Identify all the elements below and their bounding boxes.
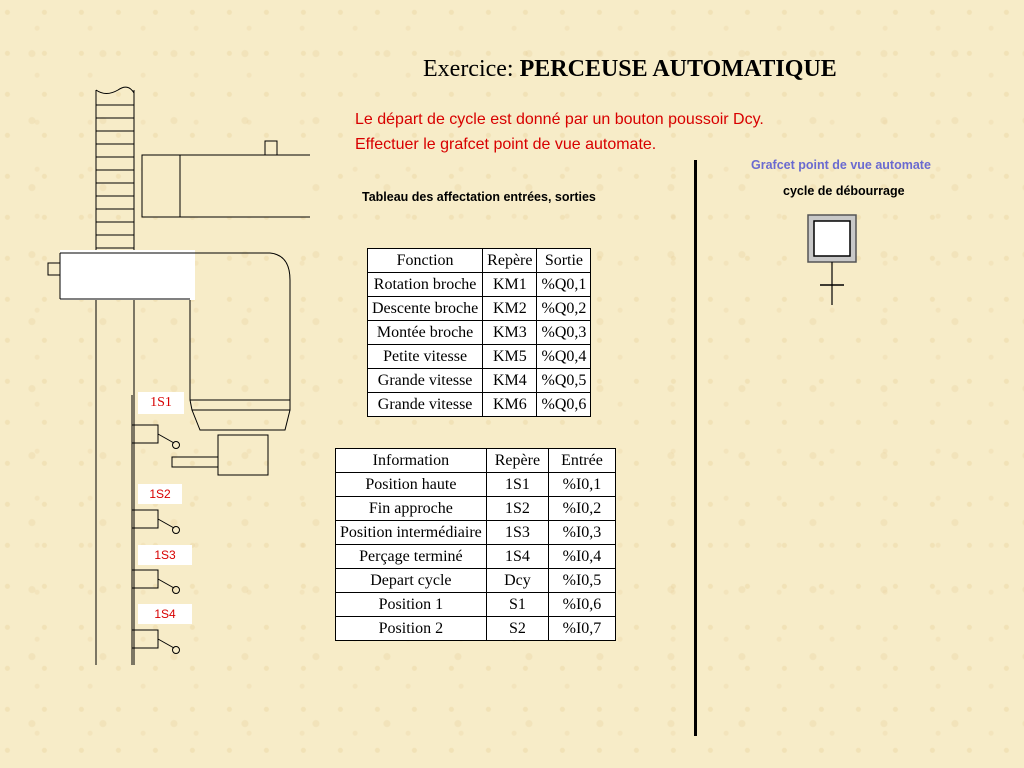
outputs-table <box>367 248 591 417</box>
table-row: Position haute 1S1 %I0,1 <box>336 473 616 497</box>
vertical-separator <box>694 160 697 736</box>
table-row: Grande vitesse KM4 %Q0,5 <box>368 369 591 393</box>
column-top <box>96 87 134 655</box>
header-repere: Repère <box>486 449 548 473</box>
table-row: Fin approche 1S2 %I0,2 <box>336 497 616 521</box>
inputs-table <box>335 448 616 641</box>
sensor-label-1s1: 1S1 <box>138 392 184 414</box>
head-block <box>60 250 195 300</box>
motor-terminal <box>265 141 277 155</box>
sensor-label-1s3: 1S3 <box>138 545 192 565</box>
table-header-row <box>368 249 591 273</box>
table-row: Depart cycle Dcy %I0,5 <box>336 569 616 593</box>
sensor-switch-1s3 <box>132 570 180 594</box>
table-row: Montée broche KM3 %Q0,3 <box>368 321 591 345</box>
title-main: PERCEUSE AUTOMATIQUE <box>519 56 837 82</box>
header-fonction: Fonction <box>368 249 483 273</box>
table-row: Position 2 S2 %I0,7 <box>336 617 616 641</box>
table-row: Rotation broche KM1 %Q0,1 <box>368 273 591 297</box>
sensor-label-1s2: 1S2 <box>138 484 182 504</box>
sensor-cam <box>172 457 218 467</box>
grafcet-title: Grafcet point de vue automate <box>751 158 931 172</box>
table-header-row <box>336 449 616 473</box>
table-row: Descente broche KM2 %Q0,2 <box>368 297 591 321</box>
rack-teeth <box>96 105 134 248</box>
table-row: Perçage terminé 1S4 %I0,4 <box>336 545 616 569</box>
title-prefix: Exercice: <box>423 56 514 82</box>
sensor-switch-1s2 <box>132 510 180 534</box>
page-title <box>423 56 837 83</box>
sensor-switch-1s4 <box>132 630 180 654</box>
table-row: Position intermédiaire 1S3 %I0,3 <box>336 521 616 545</box>
grafcet-subtitle: cycle de débourrage <box>783 184 905 198</box>
spindle-chuck <box>218 435 268 475</box>
instruction-line-1: Le départ de cycle est donné par un bouton poussoir Dcy. <box>355 111 764 128</box>
step-inner-square <box>814 221 850 256</box>
table-row: Position 1 S1 %I0,6 <box>336 593 616 617</box>
instruction-line-2: Effectuer le grafcet point de vue automate. <box>355 136 657 153</box>
table-row: Petite vitesse KM5 %Q0,4 <box>368 345 591 369</box>
motor-body <box>142 155 310 217</box>
header-repere: Repère <box>483 249 537 273</box>
drill-schematic <box>40 85 310 675</box>
header-entree: Entrée <box>549 449 616 473</box>
header-information: Information <box>336 449 487 473</box>
sensor-switch-1s1 <box>132 425 180 449</box>
sensor-label-1s4: 1S4 <box>138 604 192 624</box>
table-row: Grande vitesse KM6 %Q0,6 <box>368 393 591 417</box>
table-caption: Tableau des affectation entrées, sorties <box>362 190 596 204</box>
grafcet-initial-step <box>800 210 870 310</box>
header-sortie: Sortie <box>537 249 591 273</box>
